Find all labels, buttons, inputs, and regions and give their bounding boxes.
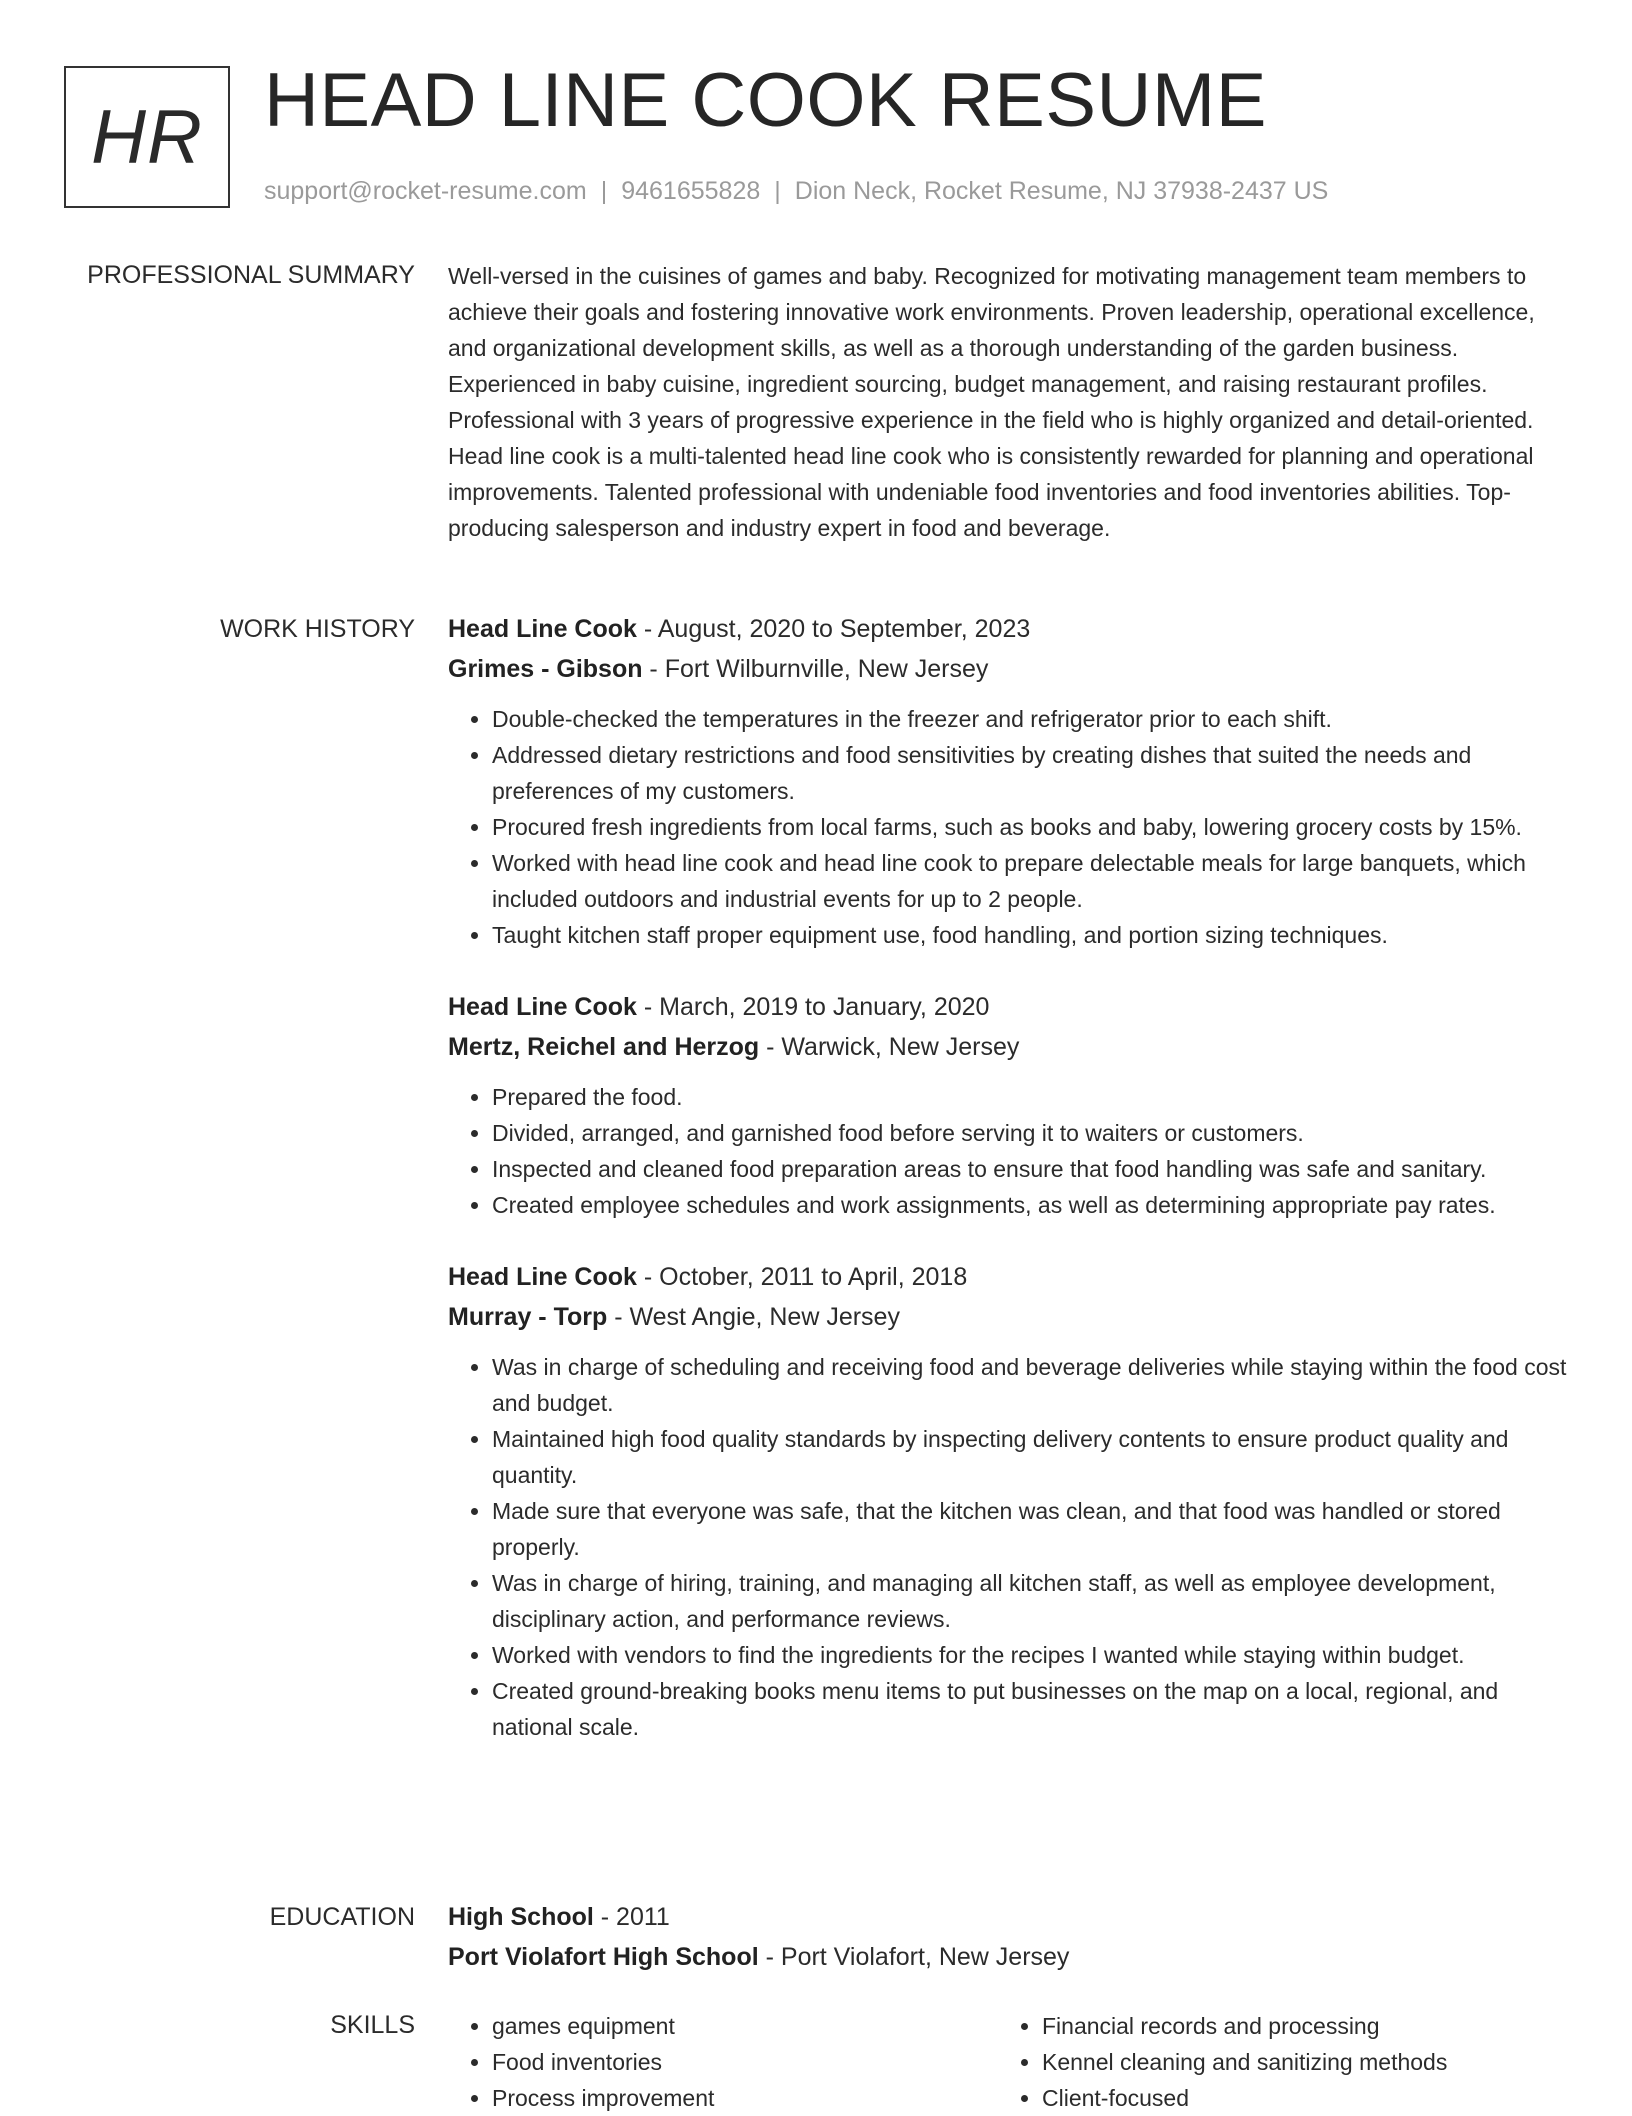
skill-item: • Client-focused	[1042, 2080, 1548, 2116]
job-bullet: • Was in charge of hiring, training, and managing all kitchen staff, as well as employee development, disciplinary action, and performance reviews.	[492, 1565, 1568, 1637]
job-bullets	[448, 1349, 1568, 1745]
job-entry	[448, 1257, 1568, 1745]
skills-list-left	[448, 2008, 998, 2116]
job-dates: - October, 2011 to April, 2018	[636, 1263, 968, 1291]
job-title: Head Line Cook	[448, 615, 637, 643]
job-bullet: • Procured fresh ingredients from local farms, such as books and baby, lowering grocery costs by 15%.	[492, 809, 1568, 845]
skills-section	[448, 2008, 1568, 2116]
job-company-line	[448, 1027, 1568, 1067]
job-bullet: • Worked with head line cook and head line cook to prepare delectable meals for large banquets, which included outdoors and industrial events for up to 2 people.	[492, 845, 1568, 917]
monogram-initials: HR	[91, 94, 203, 180]
job-title-line	[448, 987, 1568, 1027]
job-entry	[448, 609, 1568, 953]
education-degree-line	[448, 1897, 1568, 1937]
skill-item: • games equipment	[492, 2008, 998, 2044]
job-location: - Warwick, New Jersey	[759, 1033, 1020, 1061]
job-bullet: • Created employee schedules and work assignments, as well as determining appropriate pay rates.	[492, 1187, 1568, 1223]
education-section	[448, 1897, 1568, 1977]
skills-list-right	[998, 2008, 1548, 2116]
skill-item: • Kennel cleaning and sanitizing methods	[1042, 2044, 1548, 2080]
job-entry	[448, 987, 1568, 1223]
job-company: Murray - Torp	[448, 1303, 608, 1331]
job-company-line	[448, 1297, 1568, 1337]
contact-phone: 9461655828	[621, 177, 761, 205]
job-dates: - August, 2020 to September, 2023	[636, 615, 1031, 643]
monogram-box	[64, 66, 230, 208]
job-title-line	[448, 609, 1568, 649]
job-company: Grimes - Gibson	[448, 655, 643, 683]
work-history-section	[448, 609, 1568, 1779]
skill-item: • Food inventories	[492, 2044, 998, 2080]
skills-section-label: SKILLS	[330, 2011, 415, 2039]
job-title-line	[448, 1257, 1568, 1297]
job-bullet: • Addressed dietary restrictions and food sensitivities by creating dishes that suited the needs and preferences of my customers.	[492, 737, 1568, 809]
job-bullet: • Divided, arranged, and garnished food before serving it to waiters or customers.	[492, 1115, 1568, 1151]
job-bullet: • Double-checked the temperatures in the freezer and refrigerator prior to each shift.	[492, 701, 1568, 737]
job-company-line	[448, 649, 1568, 689]
job-location: - Fort Wilburnville, New Jersey	[642, 655, 989, 683]
education-school: Port Violafort High School	[448, 1943, 759, 1971]
job-bullet: • Maintained high food quality standards by inspecting delivery contents to ensure product quality and quantity.	[492, 1421, 1568, 1493]
skills-grid	[448, 2008, 1568, 2116]
education-degree: High School	[448, 1903, 594, 1931]
contact-separator: |	[600, 177, 608, 205]
job-title: Head Line Cook	[448, 993, 637, 1021]
page-title: HEAD LINE COOK RESUME	[264, 58, 1267, 143]
job-bullet: • Made sure that everyone was safe, that the kitchen was clean, and that food was handled or stored properly.	[492, 1493, 1568, 1565]
job-bullet: • Was in charge of scheduling and receiving food and beverage deliveries while staying within the food cost and budget.	[492, 1349, 1568, 1421]
job-company: Mertz, Reichel and Herzog	[448, 1033, 760, 1061]
skill-item: • Financial records and processing	[1042, 2008, 1548, 2044]
contact-email: support@rocket-resume.com	[264, 177, 587, 205]
education-location: - Port Violafort, New Jersey	[758, 1943, 1070, 1971]
summary-section	[448, 258, 1568, 546]
job-bullets	[448, 1079, 1568, 1223]
job-bullet: • Created ground-breaking books menu items to put businesses on the map on a local, regional, and national scale.	[492, 1673, 1568, 1745]
summary-text: Well-versed in the cuisines of games and baby. Recognized for motivating management team members to achieve their goals and fostering innovative work environments. Proven leadership, operational excellence, and organizational development skills, as well as a thorough understanding of the garden business. Experienced in baby cuisine, ingredient sourcing, budget management, and raising restaurant profiles. Professional with 3 years of progressive experience in the field who is highly organized and detail-oriented. Head line cook is a multi-talented head line cook who is consistently rewarded for planning and operational improvements. Talented professional with undeniable food inventories and food inventories abilities. Top-producing salesperson and industry expert in food and beverage.	[448, 263, 1535, 541]
job-title: Head Line Cook	[448, 1263, 637, 1291]
job-bullet: • Taught kitchen staff proper equipment use, food handling, and portion sizing techniques.	[492, 917, 1568, 953]
job-dates: - March, 2019 to January, 2020	[636, 993, 990, 1021]
contact-line	[264, 174, 1328, 208]
education-section-label: EDUCATION	[269, 1903, 415, 1931]
education-school-line	[448, 1937, 1568, 1977]
job-bullet: • Worked with vendors to find the ingredients for the recipes I wanted while staying within budget.	[492, 1637, 1568, 1673]
contact-separator: |	[774, 177, 781, 205]
summary-section-label: PROFESSIONAL SUMMARY	[87, 261, 415, 289]
job-bullet: • Prepared the food.	[492, 1079, 1568, 1115]
job-bullets	[448, 701, 1568, 953]
skill-item: • Process improvement	[492, 2080, 998, 2116]
job-location: - West Angie, New Jersey	[607, 1303, 900, 1331]
education-year: - 2011	[593, 1903, 670, 1931]
work-history-section-label: WORK HISTORY	[220, 615, 415, 643]
job-bullet: • Inspected and cleaned food preparation areas to ensure that food handling was safe and sanitary.	[492, 1151, 1568, 1187]
contact-address: Dion Neck, Rocket Resume, NJ 37938-2437 US	[794, 177, 1329, 205]
